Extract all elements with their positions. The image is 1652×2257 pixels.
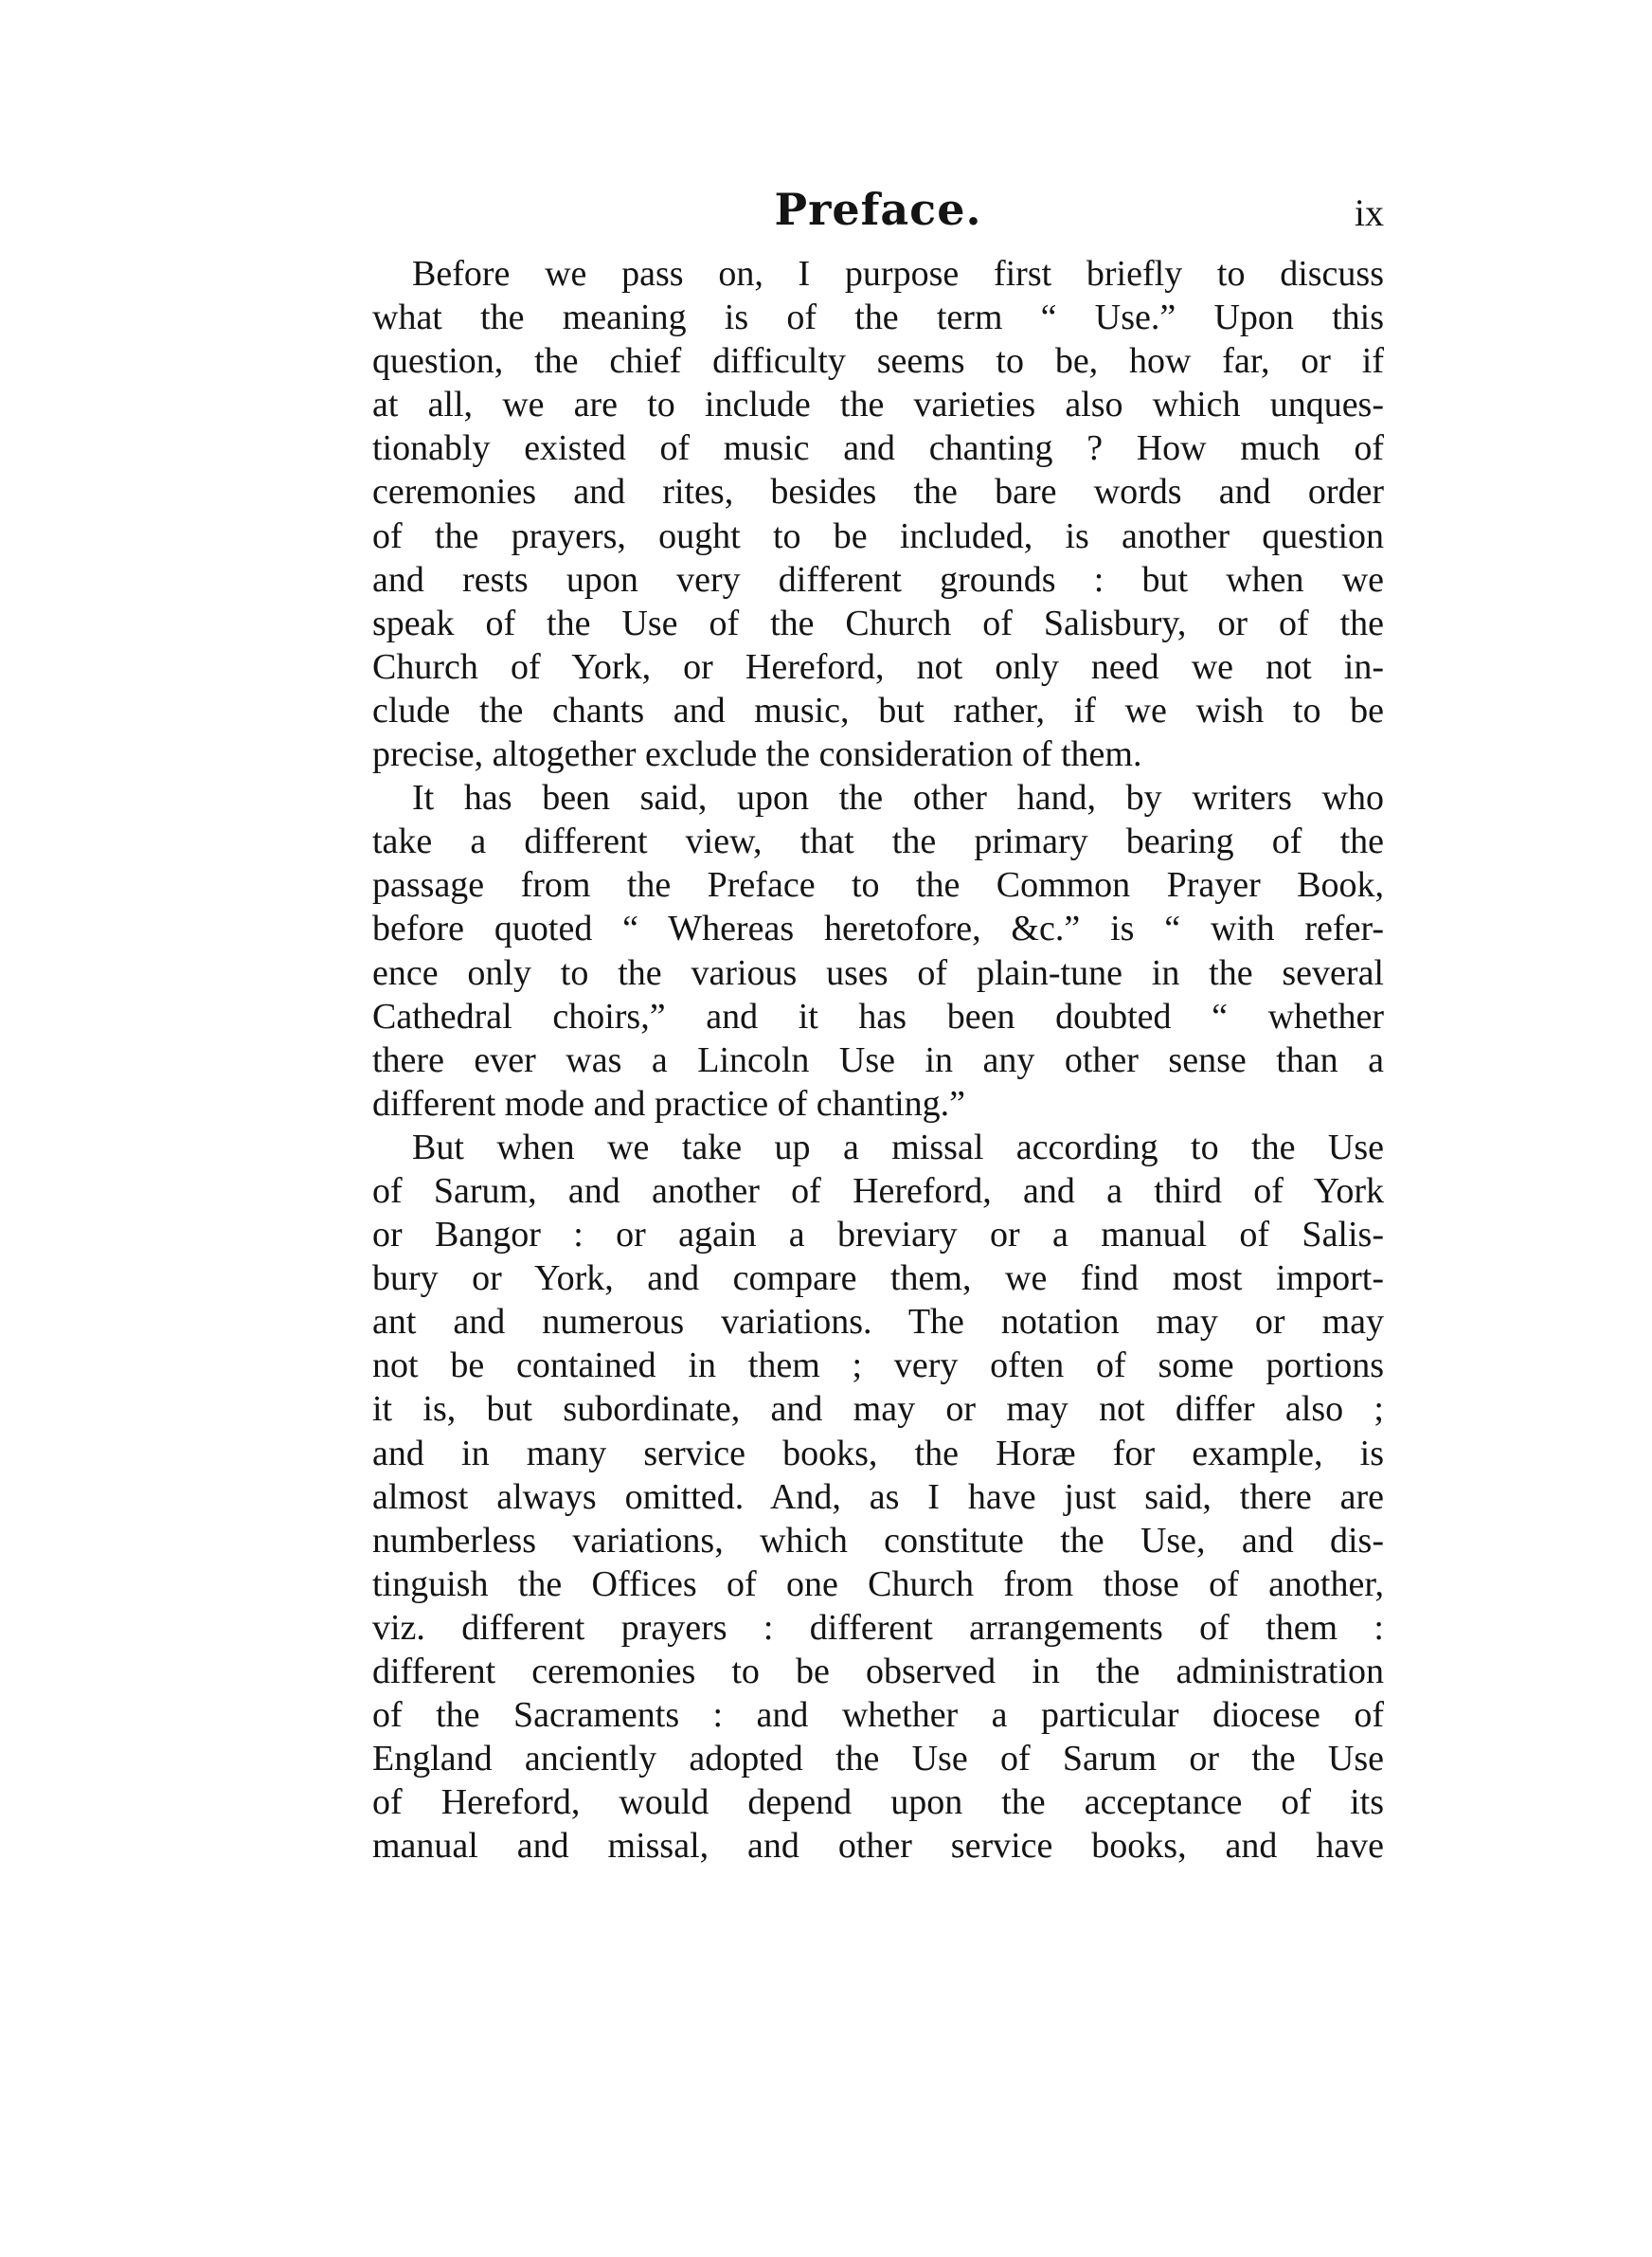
text-line: of the Sacraments : and whether a particular diocese of: [372, 1695, 1384, 1736]
text-line: there ever was a Lincoln Use in any other sense than a: [372, 1039, 1384, 1080]
text-line: and rests upon very different grounds : but when we: [372, 559, 1384, 600]
text-line: tionably existed of music and chanting ? How much of: [372, 428, 1384, 469]
text-line: bury or York, and compare them, we find most import-: [372, 1258, 1384, 1299]
text-line: not be contained in them ; very often of some portions: [372, 1345, 1384, 1386]
text-line: England anciently adopted the Use of Sarum or the Use: [372, 1739, 1384, 1779]
text-line: manual and missal, and other service books, and have: [372, 1826, 1384, 1867]
text-line: viz. different prayers : different arrangements of them :: [372, 1607, 1384, 1648]
text-line: of Hereford, would depend upon the acceptance of its: [372, 1782, 1384, 1823]
body-text: [372, 252, 1384, 1868]
text-line: speak of the Use of the Church of Salisbury, or of the: [372, 603, 1384, 643]
text-line: It has been said, upon the other hand, by writers who: [412, 778, 1384, 819]
text-line: Cathedral choirs,” and it has been doubted “ whether: [372, 996, 1384, 1037]
text-line: ceremonies and rites, besides the bare words and order: [372, 472, 1384, 513]
text-line: of Sarum, and another of Hereford, and a third of York: [372, 1170, 1384, 1211]
text-line: and in many service books, the Horæ for example, is: [372, 1433, 1384, 1473]
text-line: before quoted “ Whereas heretofore, &c.” is “ with refer-: [372, 909, 1384, 949]
text-line: question, the chief difficulty seems to be, how far, or if: [372, 341, 1384, 382]
text-line: what the meaning is of the term “ Use.” Upon this: [372, 298, 1384, 338]
text-line: it is, but subordinate, and may or may not differ also ;: [372, 1389, 1384, 1430]
text-line: numberless variations, which constitute the Use, and dis-: [372, 1520, 1384, 1561]
text-line: But when we take up a missal according to the Use: [412, 1127, 1384, 1167]
text-line: at all, we are to include the varieties also which unques-: [372, 385, 1384, 425]
text-line: different ceremonies to be observed in the administration: [372, 1652, 1384, 1691]
text-line: Before we pass on, I purpose first briefly to discuss: [412, 254, 1384, 294]
text-line: ence only to the various uses of plain-tune in the several: [372, 952, 1384, 993]
text-line: ant and numerous variations. The notation may or may: [372, 1302, 1384, 1343]
running-title: Preface.: [774, 184, 982, 235]
text-line: or Bangor : or again a breviary or a manual of Salis-: [372, 1215, 1384, 1255]
text-line: Church of York, or Hereford, not only need we not in-: [372, 646, 1384, 687]
text-line: passage from the Preface to the Common Prayer Book,: [372, 865, 1384, 906]
text-line: tinguish the Offices of one Church from those of another,: [372, 1563, 1384, 1604]
text-line: different mode and practice of chanting.”: [372, 1083, 966, 1124]
page-number: ix: [1354, 191, 1384, 234]
text-line: almost always omitted. And, as I have just said, there are: [372, 1476, 1384, 1517]
text-line: clude the chants and music, but rather, if we wish to be: [372, 690, 1384, 731]
text-line: take a different view, that the primary bearing of the: [372, 822, 1384, 862]
text-line: of the prayers, ought to be included, is another question: [372, 515, 1384, 556]
text-line: precise, altogether exclude the consideration of them.: [372, 734, 1142, 775]
page-header: [372, 175, 1384, 251]
